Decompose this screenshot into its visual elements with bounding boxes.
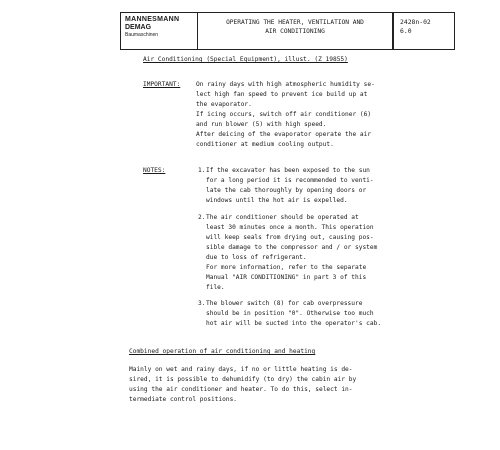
note-line: sible damage to the compressor and / or system [206,244,378,251]
document-code-box [392,12,455,50]
paragraph-line: sired, it is possible to dehumidify (to dry) the cabin air by [129,376,357,383]
important-text [196,80,375,150]
important-line: lect high fan speed to prevent ice build up at [196,91,368,98]
notes-label: NOTES: [143,167,166,174]
important-line: If icing occurs, switch off air conditioner (6) [196,111,372,118]
note-line: The blower switch (8) for cab overpressure [206,300,363,307]
note-line: should be in position "0". Otherwise too much [206,310,374,317]
section-title: Air Conditioning (Special Equipment), illust. (Z 19855) [143,56,348,63]
important-line: On rainy days with high atmospheric humidity se- [196,81,375,88]
note-line: The air conditioner should be operated at [206,214,359,221]
note-line: file. [206,284,225,291]
note-line: will keep seals from drying out, causing pos- [206,234,374,241]
brand-division: Baumaschinen [125,32,159,38]
section-number: 6.0 [400,27,412,35]
document-number: 2428n-02 [400,18,431,26]
section2-title: Combined operation of air conditioning and heating [129,348,316,355]
note-number: 2. [198,214,206,221]
title-line-1: OPERATING THE HEATER, VENTILATION AND [226,19,364,26]
note-number: 1. [198,167,206,174]
note-line: for a long period it is recommended to venti- [206,177,374,184]
important-label: IMPORTANT: [143,81,181,88]
important-line: and run blower (5) with high speed. [196,121,327,128]
paragraph-line: using the air conditioner and heater. To do this, select in- [129,386,353,393]
note-line: due to loss of refrigerant. [206,254,307,261]
note-line: late the cab thoroughly by opening doors or [206,187,367,194]
paragraph-line: termediate control positions. [129,396,238,403]
brand-name: MANNESMANN [125,16,180,23]
title-line-2: AIR CONDITIONING [265,28,325,35]
note-line: Manual "AIR CONDITIONING" in part 3 of this [206,274,367,281]
company-logo-block [121,13,198,49]
important-line: the evaporator. [196,101,252,108]
note-line: least 30 minutes once a month. This operation [206,224,374,231]
note-line: If the excavator has been exposed to the sun [206,167,370,174]
note-line: For more information, refer to the separate [206,264,367,271]
section2-paragraph [129,365,356,405]
note-line: windows until the hot air is expelled. [206,197,348,204]
note-number: 3. [198,300,206,307]
paragraph-line: Mainly on wet and rainy days, if no or little heating is de- [129,366,353,373]
important-line: After deicing of the evaporator operate the air [196,131,372,138]
document-title [198,13,393,49]
brand-subname: DEMAG [125,24,152,31]
important-line: conditioner at medium cooling output. [196,141,334,148]
document-header [120,12,394,50]
note-line: hot air will be sucted into the operator's cab. [206,320,382,327]
